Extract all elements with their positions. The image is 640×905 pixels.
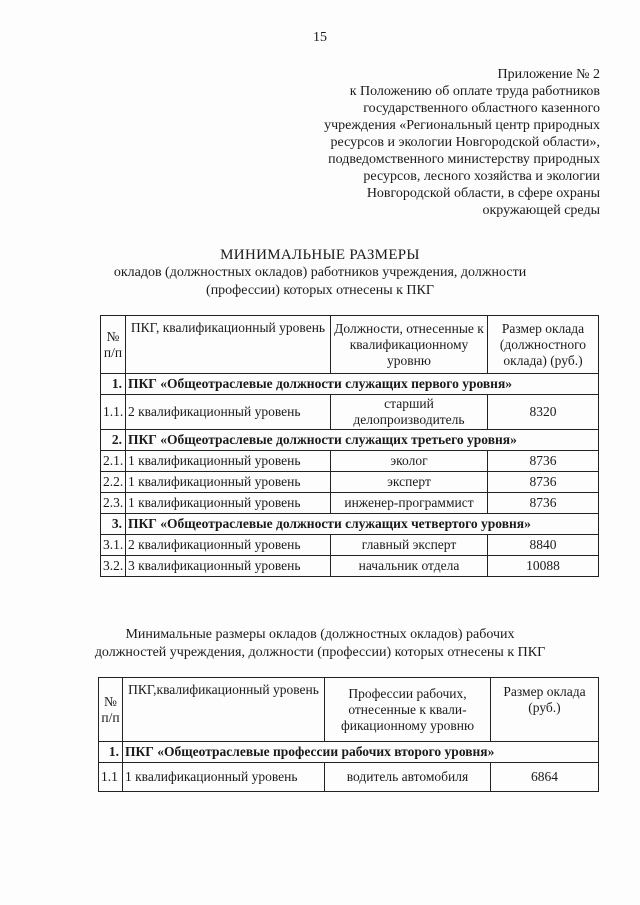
- appendix-block: [270, 66, 600, 219]
- position-name: начальник отдела: [331, 556, 488, 577]
- salary-table-workers: [98, 677, 599, 792]
- header-professions: Профессии рабочих, отнесенные к квали- фикационному уровню: [325, 678, 491, 742]
- appendix-line: ресурсов, лесного хозяйства и экологии: [363, 169, 600, 184]
- table-row: [101, 535, 599, 556]
- group-number: 1.: [101, 374, 126, 395]
- position-name: инженер-программист: [331, 493, 488, 514]
- appendix-title: Приложение № 2: [497, 67, 600, 82]
- group-title: ПКГ «Общеотраслевые должности служащих первого уровня»: [126, 374, 599, 395]
- qualification-level: 2 квалификационный уровень: [126, 535, 331, 556]
- section1-heading: [60, 246, 580, 300]
- header-pkg-level: ПКГ,квалификационный уровень: [123, 678, 325, 742]
- header-pkg-level: ПКГ, квалификационный уровень: [126, 316, 331, 374]
- row-number: 3.2.: [101, 556, 126, 577]
- salary-value: 8736: [488, 493, 599, 514]
- group-title: ПКГ «Общеотраслевые должности служащих третьего уровня»: [126, 430, 599, 451]
- position-name: эксперт: [331, 472, 488, 493]
- position-name: водитель автомобиля: [325, 763, 491, 792]
- table-row: [101, 556, 599, 577]
- header-salary: Размер оклада (руб.): [491, 678, 599, 742]
- header-salary: Размер оклада (должностного оклада) (руб.): [488, 316, 599, 374]
- qualification-level: 1 квалификационный уровень: [126, 472, 331, 493]
- section1-title: МИНИМАЛЬНЫЕ РАЗМЕРЫ: [220, 247, 420, 263]
- row-number: 2.3.: [101, 493, 126, 514]
- qualification-level: 2 квалификационный уровень: [126, 395, 331, 430]
- group-row: [101, 430, 599, 451]
- salary-value: 6864: [491, 763, 599, 792]
- row-number: 2.1.: [101, 451, 126, 472]
- group-title: ПКГ «Общеотраслевые должности служащих четвертого уровня»: [126, 514, 599, 535]
- group-row: [101, 514, 599, 535]
- qualification-level: 3 квалификационный уровень: [126, 556, 331, 577]
- salary-value: 8320: [488, 395, 599, 430]
- section2-heading: [60, 626, 580, 662]
- row-number: 1.1: [99, 763, 123, 792]
- section1-subtitle-line: (профессии) которых отнесены к ПКГ: [206, 283, 434, 298]
- salary-value: 8840: [488, 535, 599, 556]
- appendix-line: Новгородской области, в сфере охраны: [366, 186, 600, 201]
- appendix-line: государственного областного казенного: [363, 101, 600, 116]
- appendix-line: ресурсов и экологии Новгородской области»,: [330, 135, 600, 150]
- section2-title-line: должностей учреждения, должности (профессии) которых отнесены к ПКГ: [94, 645, 546, 660]
- salary-table-employees: [100, 315, 599, 577]
- table-row: [99, 763, 599, 792]
- group-row: [101, 374, 599, 395]
- group-title: ПКГ «Общеотраслевые профессии рабочих второго уровня»: [123, 742, 599, 763]
- group-row: [99, 742, 599, 763]
- position-name: эколог: [331, 451, 488, 472]
- row-number: 2.2.: [101, 472, 126, 493]
- appendix-line: учреждения «Региональный центр природных: [324, 118, 600, 133]
- header-number: № п/п: [99, 678, 123, 742]
- table-row: [101, 395, 599, 430]
- salary-value: 8736: [488, 451, 599, 472]
- header-positions: Должности, отнесенные к квалификационному уровню: [331, 316, 488, 374]
- qualification-level: 1 квалификационный уровень: [126, 493, 331, 514]
- salary-value: 10088: [488, 556, 599, 577]
- position-name: старший делопроизводитель: [331, 395, 488, 430]
- group-number: 2.: [101, 430, 126, 451]
- appendix-line: к Положению об оплате труда работников: [349, 84, 600, 99]
- qualification-level: 1 квалификационный уровень: [126, 451, 331, 472]
- salary-value: 8736: [488, 472, 599, 493]
- appendix-line: окружающей среды: [482, 203, 600, 218]
- group-number: 3.: [101, 514, 126, 535]
- table-row: [101, 451, 599, 472]
- header-number: № п/п: [101, 316, 126, 374]
- group-number: 1.: [99, 742, 123, 763]
- table-row: [101, 493, 599, 514]
- page-number: 15: [313, 30, 327, 45]
- position-name: главный эксперт: [331, 535, 488, 556]
- row-number: 3.1.: [101, 535, 126, 556]
- section2-title-line: Минимальные размеры окладов (должностных окладов) рабочих: [125, 627, 515, 642]
- row-number: 1.1.: [101, 395, 126, 430]
- table-row: [101, 472, 599, 493]
- section1-subtitle-line: окладов (должностных окладов) работников учреждения, должности: [113, 265, 527, 280]
- qualification-level: 1 квалификационный уровень: [123, 763, 325, 792]
- appendix-line: подведомственного министерству природных: [328, 152, 600, 167]
